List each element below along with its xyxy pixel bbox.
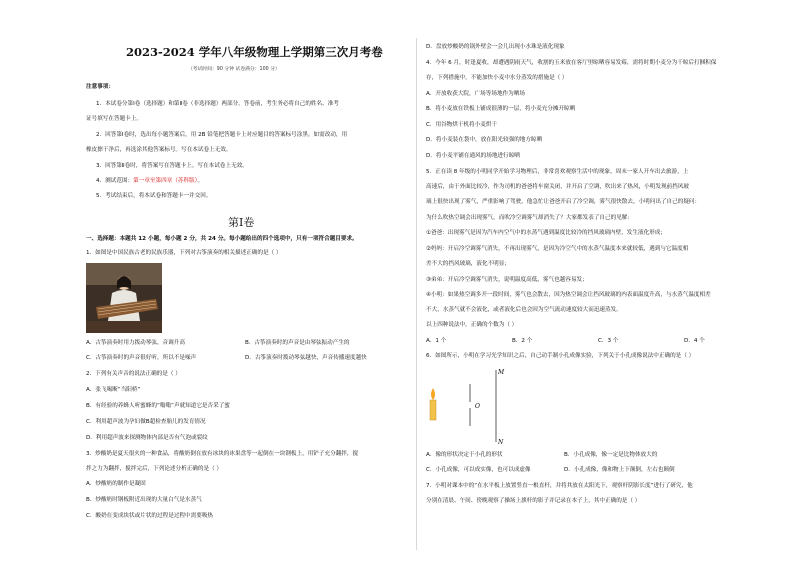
q5-option-a: A．1 个 [426,338,447,344]
pinhole-diagram [424,364,524,448]
q2-option-b: B．有经验的养蜂人听蜜蜂的“嗡嗡”声就知道它是否采了蜜 [86,403,230,409]
q2-option-d: D．利用超声波来探测物体内部是否有气泡或裂纹 [86,435,208,441]
label-o: O [475,403,480,410]
notes-heading: 注意事项： [86,84,114,90]
q6-option-d: D．小孔成像，像和物上下颠倒，左右也颠倒 [564,467,675,473]
q4-stem-line2: 存，下列措施中，不能加快小麦中水分蒸发的措施是（ ） [426,75,568,81]
q5-opinion-4b: 不大，水蒸气就不会液化，或者液化后也会因为空气流动速度较大而迅速蒸发。 [426,307,622,313]
q3-stem-line2: 拌之力为翻拌，搅拌完后，下列论述分析正确的是（ ） [86,466,223,472]
q5-stem-line1: 5．正在读 8 年级的小明同学开始学习物理后，非常喜欢观察生活中的现象，周末一家人开车出去旅游，上 [426,169,689,175]
part-1-instructions: 一、选择题：本题共 12 小题，每小题 2 分，共 24 分。每小题给出的四个选项中，只有一项符合题目要求。 [86,236,358,242]
note-4-suffix: 。 [197,178,204,184]
q7-stem-line1: 7．小明对课本中的“在水平板上放置竖直一根直杆，并将其放在太阳光下，观察杆阴影长度”进行了研究，他 [426,483,693,489]
note-4-prefix: 4．测试范围： [96,178,134,184]
q2-option-c: C．利用超声波为孕妇做B超检查胎儿的发育情况 [86,419,206,425]
q4-option-c: C．用谷物烘干机将小麦烘干 [426,122,498,128]
q4-option-d: D．将小麦装在袋中，放在阳光较强的地方晾晒 [426,137,543,143]
q5-option-c: C．3 个 [598,338,619,344]
q5-opinion-2a: ②妈妈：开启冷空调雾气消失，不再出现雾气，是因为冷空气中的水蒸气温度本来就较低，遇到与它温度相 [426,246,689,252]
q6-stem: 6．如图所示，小明在学习光学知识之后，自己动手制小孔成像实验，下列关于小孔成像说法中正确的是（ ） [426,353,695,359]
note-4 [96,178,203,185]
q4-option-a: A．开放收获大院，广场等场地作为晒场 [426,91,525,97]
q5-stem-line4: 为什么吹热空调会出现雾气，而吹冷空调雾气却消失了？大家都发表了自己的见解： [426,215,633,221]
q1-option-a: A．古筝演奏时用力拨动琴弦，音调升高 [86,340,185,346]
note-4-range: 第一章至第四章（苏科版） [133,178,198,184]
q5-opinion-3: ③弟弟：开启冷空调雾气消失，说明温度高低，雾气也越容易发； [426,277,588,283]
q4-option-b: B．将小麦放在铁板上铺成很薄的一层，将小麦充分摊开晾晒 [426,106,576,112]
q1-option-c: C．古筝演奏时的声音很好听，所以不是噪声 [86,355,197,361]
label-m: M [498,369,505,376]
q5-stem-line3: 璃上很快出现了雾气，严重影响了驾驶，他急忙让爸爸开启了冷空调，雾气很快散去，小明问出了自己的疑问： [426,199,701,205]
column-divider [416,38,417,550]
q5-stem-line2: 高速后，由于外面比较冷，作为司机的爸爸将车窗关闭，并开启了空调，吹出来了热风，小明发现前挡风玻 [426,184,689,190]
q5-option-d: D．4 个 [684,338,705,344]
q3-stem-line1: 3．炒酸奶是夏天很火的一种食品，将酸奶倒在放有冰块的冰果盘等一起倒在一块钢板上，用铲子充分翻拌，搅 [86,451,359,457]
q5-question: 以上四种说法中，正确的个数为（ ） [426,322,518,328]
exam-title: 2023-2024 学年八年级物理上学期第三次月考卷 [126,45,383,59]
label-n: N [498,439,504,446]
candle-flame [431,388,435,400]
section-title: 第Ⅰ卷 [228,216,255,229]
q3-option-a: A．炒酸奶的制作是凝固 [86,481,146,487]
q1-stem: 1．如图是中国民族古老的民族乐器，下列对古筝演奏的相关描述正确的是（ ） [86,250,282,256]
q4-stem-line1: 4．今年 6 月，时逢夏收，却遭遇阴雨天气，收割的玉米放在客厅里晾晒容易发霉，需将时期小麦分为干晾后打捆积保 [426,60,717,66]
q6-option-c: C．小孔成像，可以成实像，也可以成虚像 [426,467,531,473]
q5-opinion-1: ①爸爸：出现雾气是因为汽车内空气中的水蒸气遇到温度比较冷的挡风玻璃内壁，发生液化形成； [426,230,666,236]
q5-opinion-2b: 差不大的挡风玻璃，液化不明显； [426,261,510,267]
q5-option-b: B．2 个 [512,338,533,344]
guzheng-player-illustration [86,263,162,333]
q2-stem: 2．下列有关声音的说法正确的是（ ） [86,371,181,377]
q7-stem-line2: 分别在清晨、午间、傍晚观察了操场上旗杆的影子并记录在本子上，其中正确的是（ ） [426,498,641,504]
q1-option-d: D．古筝演奏时拨动琴弦越快，声音传播速度越快 [245,355,367,361]
q6-option-b: B．小孔成像，像一定是比物体放大的 [564,452,658,458]
note-2a: 2．回答第Ⅰ卷时，选出每小题答案后，用 2B 铅笔把答题卡上对应题目的答案标号涂黑。如需改动，用 [96,132,348,138]
note-1b: 证号填写在答题卡上。 [86,116,142,122]
note-5: 5．考试结束后，将本试卷和答题卡一并交回。 [96,193,212,199]
note-1a: 1．本试卷分第Ⅰ卷（选择题）和第Ⅱ卷（非选择题）两部分。答卷前，考生务必将自己的姓名、准考 [96,101,339,107]
candle-body [430,400,436,420]
q2-option-a: A．张飞喝断“当阳桥” [86,387,141,393]
note-3: 3．回答第Ⅱ卷时，将答案写在答题卡上。写在本试卷上无效。 [96,163,248,169]
q3-option-b: B．炒酸奶时钢板附近出现的大量白气是水蒸气 [86,497,202,503]
q5-opinion-4a: ④小明：如果热空调多开一段时间，雾气也会散去，因为热空调会让挡风玻璃的内表面温度升高，与水蒸气温度相差 [426,292,711,298]
q3-option-d: D．盘放炒酸奶的锅外壁会一会儿出现小水珠是液化现象 [426,44,565,50]
guzheng-photo [86,263,162,333]
q3-option-c: C．酸奶在变成块状或片状的过程是过程中需要吸热 [86,513,213,519]
exam-subtitle: （考试时间：90 分钟 试卷满分：100 分） [188,67,280,72]
q4-option-e: D．将小麦平铺在通风的场地进行晾晒 [426,153,520,159]
q1-option-b: B．古筝演奏时的声音是由琴弦振动产生的 [245,340,350,346]
note-2b: 橡皮擦干净后，再选涂其他答案标号。写在本试卷上无效。 [86,147,232,153]
q6-option-a: A．像的形状决定于小孔的形状 [426,452,503,458]
